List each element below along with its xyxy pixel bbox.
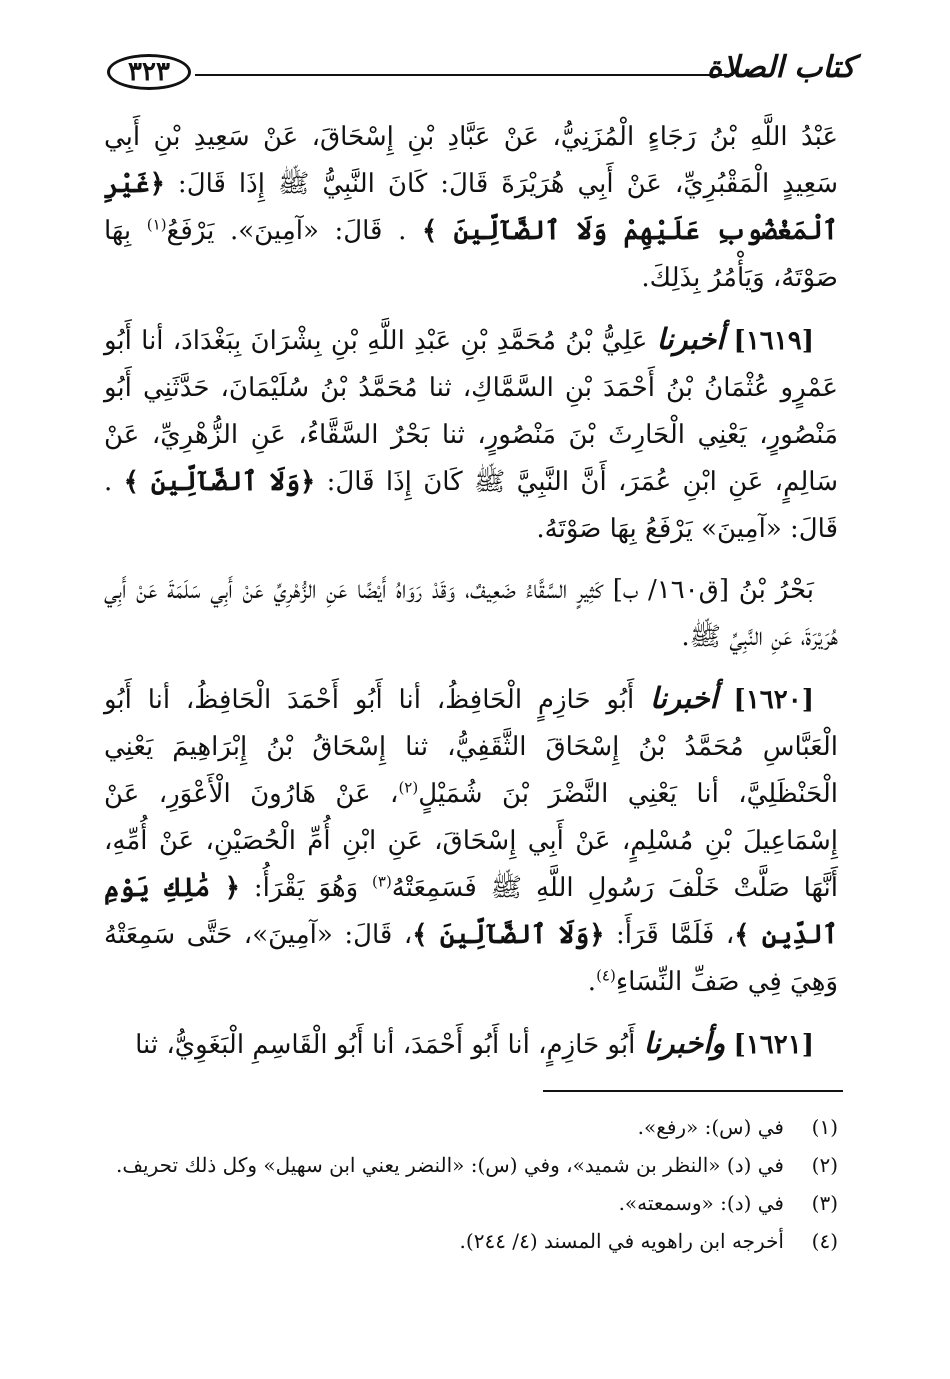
- footnote-ref: (٣): [372, 872, 392, 891]
- quran-quote: ﴿وَلَا ٱلضَّآلِّينَ ﴾: [412, 920, 605, 950]
- text-run: [725, 1030, 733, 1060]
- page-header: [95, 48, 855, 98]
- akhbarana-marker: أخبرنا: [650, 681, 718, 715]
- footnote-item: [104, 1150, 838, 1180]
- footnote-item: [104, 1226, 838, 1256]
- hadith-number: [١٦٢٠]: [733, 685, 814, 715]
- text-run: أَبُو حَازِمٍ الْحَافِظُ، أنا أَبُو أَحْمَدَ الْحَافِظُ، أنا أَبُو الْعَبَّاسِ مُحَمَّدُ بْنُ إِسْحَاقَ الثَّقَفِيُّ، ثنا إِسْحَاقُ بْنُ إِبْرَاهِيمَ يَعْنِي الْحَنْظَلِيَّ، أنا يَعْنِي النَّضْرَ بْنَ شُمَيْلٍ: [104, 685, 838, 809]
- running-title: كتاب الصلاة: [706, 50, 855, 85]
- footnote-item: [104, 1112, 838, 1142]
- text-run: ، فَلَمَّا قَرَأَ:: [604, 920, 735, 950]
- text-run: بِهَا صَوْتَهُ، وَيَأْمُرُ بِذَلِكَ.: [104, 216, 838, 293]
- text-run: بَحْرُ بْنُ [ق١٦٠/ ب] كَثِيرٍ السَّقَّاءُ ضَعِيفٌ، وَقَدْ رَوَاهُ أَيْضًا عَنِ الزُّهْرِيِّ عَنْ أَبِي سَلَمَةَ عَنْ أَبِي هُرَيْرَةَ، عَنِ النَّبِيِّ ﷺ.: [104, 575, 838, 652]
- text-run: .: [587, 967, 597, 997]
- page-number: ٣٢٣: [107, 54, 191, 90]
- footnote-text: أخرجه ابن راهويه في المسند (٤/ ٢٤٤).: [459, 1229, 784, 1253]
- hadith-paragraph: [104, 675, 838, 1006]
- akhbarana-marker: وأخبرنا: [643, 1026, 726, 1060]
- footnote-ref: (٤): [596, 966, 616, 985]
- footnote-ref: (١): [146, 215, 167, 234]
- text-run: عَلِيُّ بْنُ مُحَمَّدِ بْنِ عَبْدِ اللَّهِ بْنِ بِشْرَانَ بِبَغْدَادَ، أنا أَبُو عَمْرٍو عُثْمَانُ بْنُ أَحْمَدَ بْنِ السَّمَّاكِ، ثنا مُحَمَّدُ بْنُ سُلَيْمَانَ، حَدَّثَنِي أَبُو مَنْصُورٍ، يَعْنِي الْحَارِثَ بْنَ مَنْصُورٍ، ثنا بَحْرٌ السَّقَّاءُ، عَنِ الزُّهْرِيِّ، عَنْ سَالِمٍ، عَنِ ابْنِ عُمَرَ، أَنَّ النَّبِيَّ ﷺ كَانَ إِذَا قَالَ:: [104, 326, 839, 497]
- hadith-paragraph: [104, 1020, 838, 1069]
- footnote-number: (٢): [811, 1153, 838, 1177]
- main-text: [104, 114, 838, 1083]
- footnote-number: (١): [811, 1115, 838, 1139]
- footnote-text: في (س): «رفع».: [637, 1115, 784, 1139]
- quran-quote: ﴿وَلَا ٱلضَّآلِّينَ ﴾: [123, 467, 316, 497]
- text-run: [724, 326, 733, 356]
- footnote-text: في (د): «وسمعته».: [618, 1191, 784, 1215]
- hadith-paragraph: [104, 316, 838, 553]
- text-run: ، قَالَ: «آمِينَ»، حَتَّى سَمِعَتْهُ وَهِيَ فِي صَفِّ النِّسَاءِ: [104, 920, 838, 997]
- akhbarana-marker: أخبرنا: [656, 322, 725, 356]
- note-paragraph: [104, 567, 838, 661]
- footnotes: [104, 1112, 838, 1264]
- quran-quote: ﴿ مَٰلِكِ يَوْمِ ٱلدِّينِ ﴾: [104, 873, 838, 950]
- footnote-number: (٤): [811, 1229, 838, 1253]
- quran-quote: ﴿غَيْرِ ٱلْمَغْضُوبِ عَلَيْهِمْ وَلَا ٱلضَّآلِّينَ ﴾: [104, 169, 838, 246]
- hadith-number: [١٦٢١]: [733, 1030, 814, 1060]
- footnote-number: (٣): [811, 1191, 838, 1215]
- hadith-number: [١٦١٩]: [733, 326, 815, 356]
- text-run: وَهُوَ يَقْرَأُ:: [239, 873, 373, 903]
- text-run: عَبْدُ اللَّهِ بْنُ رَجَاءٍ الْمُزَنِيُّ، عَنْ عَبَّادِ بْنِ إِسْحَاقَ، عَنْ سَعِيدِ بْنِ أَبِي سَعِيدٍ الْمَقْبُرِيِّ، عَنْ أَبِي هُرَيْرَةَ قَالَ: كَانَ النَّبِيُّ ﷺ إِذَا قَالَ:: [104, 122, 838, 199]
- footnote-item: [104, 1188, 838, 1218]
- text-run: . قَالَ: «آمِينَ» يَرْفَعُ بِهَا صَوْتَهُ.: [104, 467, 838, 544]
- text-run: . قَالَ: «آمِينَ». يَرْفَعُ: [166, 216, 422, 246]
- footnote-separator: [543, 1090, 843, 1092]
- header-rule: [195, 74, 733, 76]
- continuation-paragraph: [104, 114, 838, 302]
- text-run: ، عَنْ هَارُونَ الْأَعْوَرِ، عَنْ إِسْمَاعِيلَ بْنِ مُسْلِمٍ، عَنْ أَبِي إِسْحَاقَ، عَنِ ابْنِ أُمِّ الْحُصَيْنِ، عَنْ أُمِّهِ، أَنَّهَا صَلَّتْ خَلْفَ رَسُولِ اللَّهِ ﷺ فَسَمِعَتْهُ: [104, 779, 838, 903]
- text-run: [718, 685, 734, 715]
- footnote-text: في (د) «النظر بن شميد»، وفي (س): «النضر يعني ابن سهيل» وكل ذلك تحريف.: [115, 1153, 784, 1177]
- text-run: أَبُو حَازِمٍ، أنا أَبُو أَحْمَدَ، أنا أَبُو الْقَاسِمِ الْبَغَوِيُّ، ثنا: [135, 1030, 644, 1060]
- footnote-ref: (٢): [398, 778, 419, 797]
